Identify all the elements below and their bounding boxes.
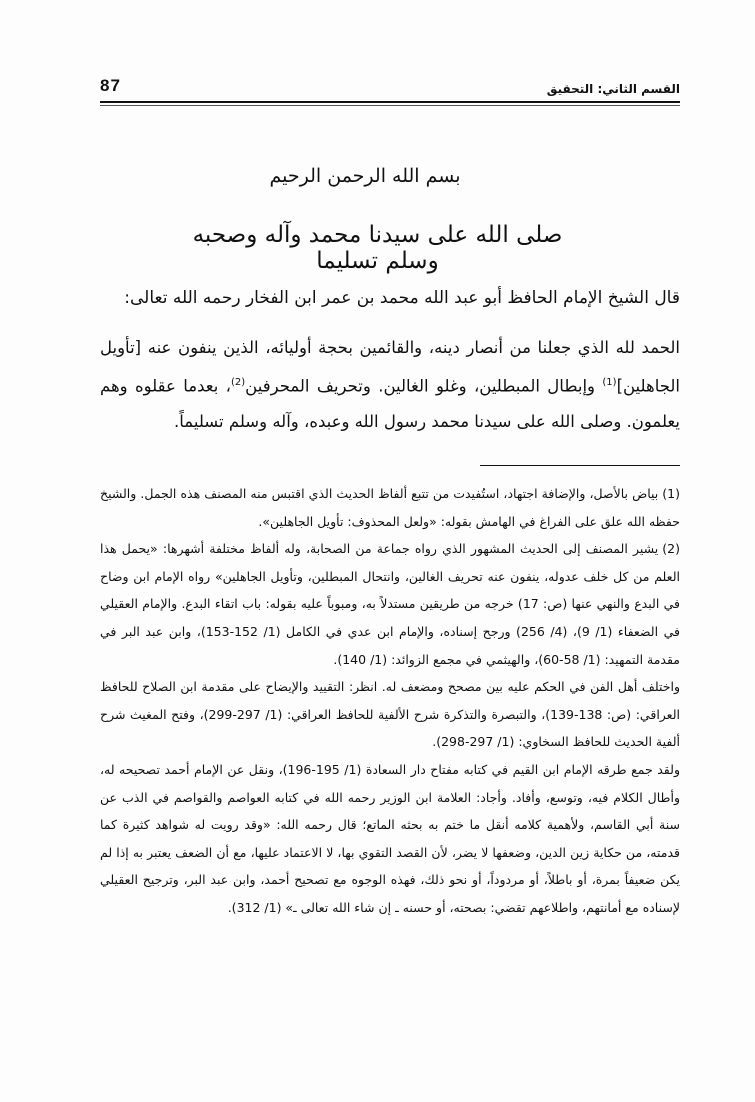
running-header xyxy=(100,76,680,100)
author-intro: قال الشيخ الإمام الحافظ أبو عبد الله محمد بن عمر ابن الفخار رحمه الله تعالى: xyxy=(124,288,680,308)
paragraph-text-3: ، بعدما عقلوه وهم يعلمون. وصلى الله على سيدنا محمد رسول الله وعبده، وآله وسلم تسليماً. xyxy=(100,376,680,431)
salawat-line: صلى الله على سيدنا محمد وآله وصحبه وسلم تسليما xyxy=(192,222,563,274)
paragraph-text-2: وإبطال المبطلين، وغلو الغالين. وتحريف المحرفين xyxy=(245,376,603,396)
footnote-separator xyxy=(480,465,680,466)
paragraph-text-1: الحمد لله الذي جعلنا من أنصار دينه، والقائمين بحجة أوليائه، الذين ينفون عنه [تأويل الجاهلين] xyxy=(100,338,680,396)
footnote-2-paragraph-3: ولقد جمع طرقه الإمام ابن القيم في كتابه مفتاح دار السعادة (1/ 195-196)، ونقل عن الإمام أحمد تصحيحه له، وأطال الكلام فيه، وتوسع، وأفاد. وأجاد: العلامة ابن الوزير رحمه الله في كتابه العواصم والقواصم في الذب عن سنة أبي القاسم، ولأهمية كلامه أنقل ما ختم به بحثه الماتع؛ قال رحمه الله: «وقد رويت له شواهد كثيرة كما قدمته، من حكاية زين الدين، وضعفها لا يضر، لأن القصد التقوي بها، لا الاعتماد عليها، مع أن الضعف يعتبر به إذا لم يكن ضعيفاً بمرة، أو باطلاً، أو مردوداً، أو نحو ذلك، فهذه الوجوه مع تصحيح أحمد، وابن عبد البر، وترجيح العقيلي لإسناده مع أمانتهم، واطلاعهم تقضي: بصحته، أو حسنه ـ إن شاء الله تعالى ـ» (1/ 312). xyxy=(100,761,680,915)
footnote-2-paragraph-2: واختلف أهل الفن في الحكم عليه بين مصحح ومضعف له. انظر: التقييد والإيضاح على مقدمة ابن الصلاح للحافظ العراقي: (ص: 138-139)، والتبصرة والتذكرة شرح الألفية للحافظ العراقي: (1/ 297-299)، وفتح المغيث شرح ألفية الحديث للحافظ السخاوي: (1/ 297-298). xyxy=(100,679,680,750)
header-rule-thin xyxy=(100,105,680,106)
footnote-ref-1[interactable]: (1) xyxy=(602,377,617,388)
footnote-number: (2) xyxy=(662,541,680,557)
header-rule xyxy=(100,101,680,103)
running-title: القسم الثاني: التحقيق xyxy=(546,82,680,96)
footnote-ref-2[interactable]: (2) xyxy=(230,377,246,388)
page-number: 87 xyxy=(100,76,121,95)
footnotes-section xyxy=(100,480,680,922)
main-paragraph xyxy=(100,330,680,439)
footnote-number: (1) xyxy=(662,486,680,501)
footnote-text: يشير المصنف إلى الحديث المشهور الذي رواه جماعة من الصحابة، وله ألفاظ مختلفة أشهرها: «يحمل هذا العلم من كل خلف عدوله، ينفون عنه تحريف الغالين، وانتحال المبطلين، وتأويل الجاهلين» رواه الإمام ابن وضاح في البدع والنهي عنها (ص: 17) خرجه من طريقين مستدلاً به، ومبوباً عليه بقوله: باب اتقاء البدع. والإمام العقيلي في الضعفاء (1/ 9)، (4/ 256) ورجح إسناده، والإمام ابن عدي في الكامل (1/ 152-153)، وابن عبد البر في مقدمة التمهيد: (1/ 58-60)، والهيثمي في مجمع الزوائد: (1/ 140). xyxy=(100,541,680,667)
footnote-text: بياض بالأصل، والإضافة اجتهاد، استُفيدت من تتبع ألفاظ الحديث الذي اقتبس منه المصنف هذه الجمل. والشيخ حفظه الله علق على الفراغ في الهامش بقوله: «ولعل المحذوف: تأويل الجاهلين». xyxy=(100,486,680,529)
footnote-1 xyxy=(100,480,680,535)
footnote-2 xyxy=(100,535,680,673)
basmala-calligraphy: بسم الله الرحمن الرحيم xyxy=(269,165,461,187)
